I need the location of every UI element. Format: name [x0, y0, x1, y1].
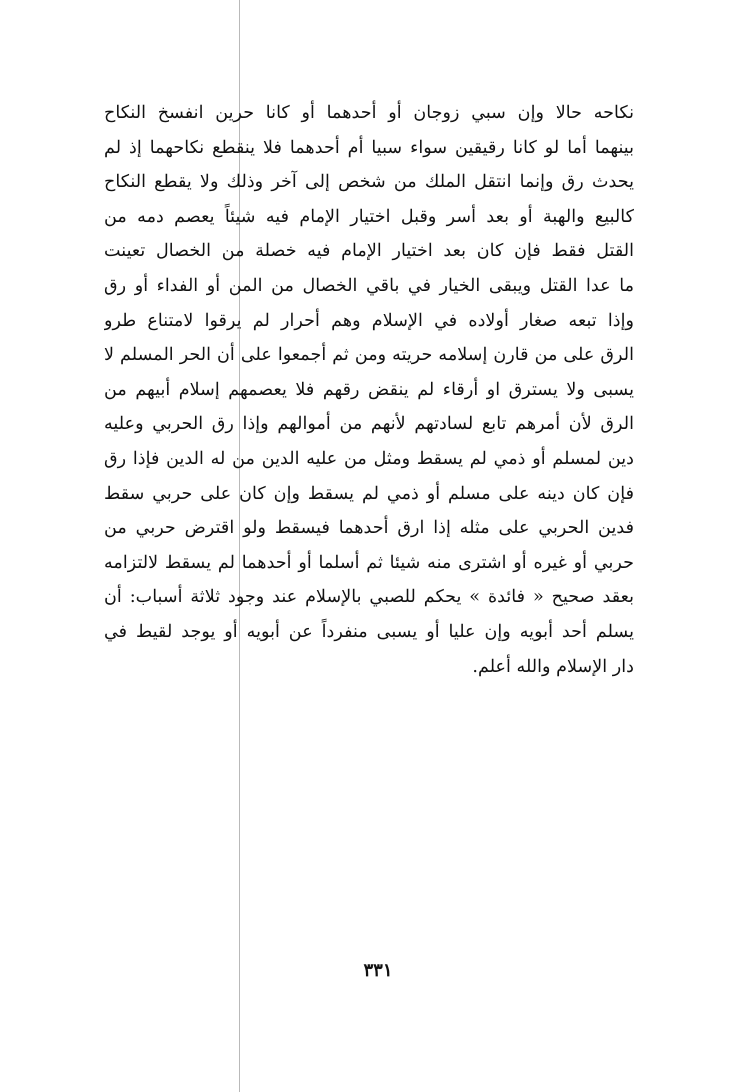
text-line: نكاحه حالا وإن سبي زوجان أو أحدهما أو كانا حرين انفسخ النكاح — [104, 103, 634, 123]
text-line: ما عدا القتل ويبقى الخيار في باقي الخصال من المن أو الفداء أو رق — [104, 275, 634, 296]
text-line: يسبى ولا يسترق او أرقاء لم ينقض رقهم فلا يعصمهم إسلام أبيهم من — [104, 379, 634, 400]
text-line: فإن كان دينه على مسلم أو ذمي لم يسقط وإن كان على حربي سقط — [104, 483, 634, 504]
text-line-last: دار الإسلام والله أعلم. — [472, 656, 634, 677]
text-line: بينهما أما لو كانا رقيقين سواء سبيا أم أحدهما فلا ينقطع نكاحهما إذ لم — [104, 137, 634, 158]
text-line: كالبيع والهبة أو بعد أسر وقبل اختيار الإمام فيه شيئاً يعصم دمه من — [104, 206, 634, 227]
text-line: الرق لأن أمرهم تابع لسادتهم لأنهم من أموالهم وإذا رق الحربي وعليه — [104, 414, 634, 435]
text-line: فدين الحربي على مثله إذا ارق أحدهما فيسقط ولو اقترض حربي من — [104, 518, 634, 539]
body-text — [104, 96, 634, 684]
text-line: بعقد صحيح « فائدة » يحكم للصبي بالإسلام عند وجود ثلاثة أسباب: أن — [104, 587, 634, 608]
text-line: حربي أو غيره أو اشترى منه شيئا ثم أسلما أو أحدهما لم يسقط لالتزامه — [104, 552, 634, 573]
text-line: يحدث رق وإنما انتقل الملك من شخص إلى آخر وذلك ولا يقطع النكاح — [104, 172, 634, 193]
text-line: يسلم أحد أبويه وإن عليا أو يسبى منفرداً عن أبويه أو يوجد لقيط في — [104, 621, 634, 642]
text-line: القتل فقط فإن كان بعد اختيار الإمام فيه خصلة من الخصال تعينت — [104, 241, 634, 262]
text-line: دين لمسلم أو ذمي لم يسقط ومثل من عليه الدين من له الدين فإذا رق — [104, 448, 634, 469]
text-line: الرق على من قارن إسلامه حريته ومن ثم أجمعوا على أن الحر المسلم لا — [104, 345, 634, 366]
text-line: وإذا تبعه صغار أولاده في الإسلام وهم أحرار لم يرقوا لامتناع طرو — [104, 310, 634, 331]
page-number: ٣٣١ — [363, 960, 393, 981]
